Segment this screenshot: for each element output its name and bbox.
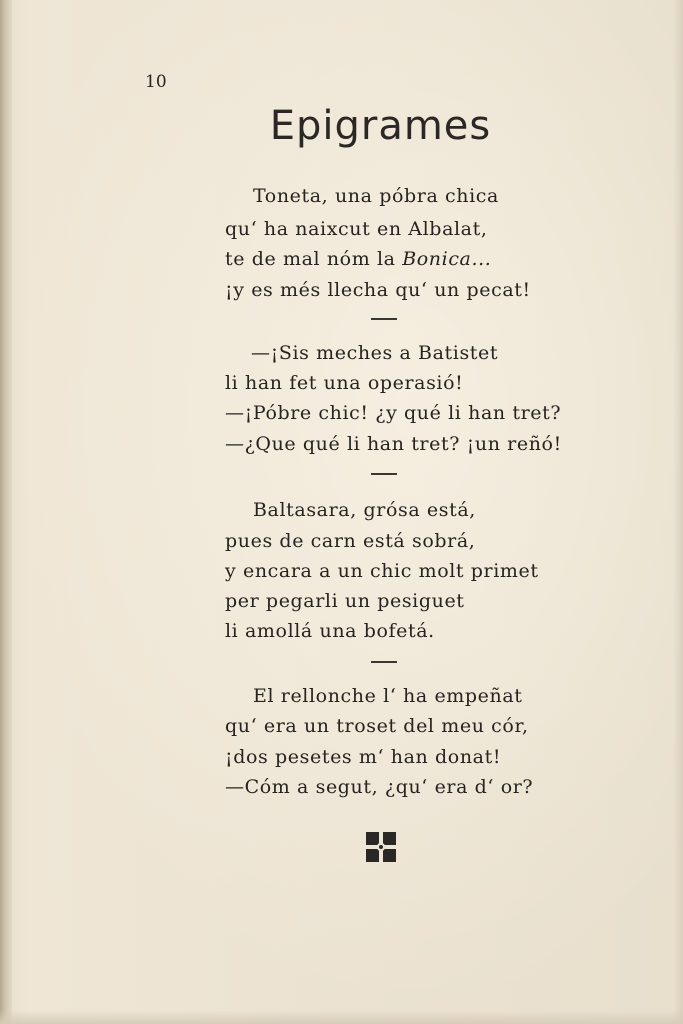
verse-line: li amollá una bofetá. <box>225 620 435 642</box>
verse-line: —¡Sis meches a Batistet <box>251 342 499 364</box>
verse-line: per pegarli un pesiguet <box>225 590 465 612</box>
verse-line <box>225 246 491 272</box>
verse-line: Baltasara, grósa está, <box>253 499 476 521</box>
verse-text: te de mal nóm la <box>225 248 403 270</box>
four-squares-fleuron-icon <box>366 832 396 862</box>
verse-line: qu‘ era un troset del meu cór, <box>225 715 529 737</box>
verse-line: —¡Póbre chic! ¿y qué li han tret? <box>225 402 562 424</box>
verse-italic-word: Bonica... <box>402 248 492 270</box>
verse-line: ¡dos pesetes m‘ han donat! <box>225 746 502 768</box>
verse-line: —¿Que qué li han tret? ¡un reñó! <box>225 433 562 455</box>
stanza-separator <box>371 473 397 475</box>
verse-line: Toneta, una póbra chica <box>253 185 499 207</box>
stanza-separator <box>371 661 397 663</box>
page-edge-bottom <box>0 1010 683 1024</box>
page-title: Epigrames <box>269 103 492 149</box>
verse-line: li han fet una operasió! <box>225 372 464 394</box>
verse-line: El rellonche l‘ ha empeñat <box>253 685 523 707</box>
verse-line: ¡y es més llecha qu‘ un pecat! <box>225 279 531 301</box>
stanza-separator <box>371 318 397 320</box>
verse-line: qu‘ ha naixcut en Albalat, <box>225 218 488 240</box>
verse-line: pues de carn está sobrá, <box>225 530 476 552</box>
page-number: 10 <box>145 72 167 92</box>
verse-line: —Cóm a segut, ¿qu‘ era d‘ or? <box>225 776 534 798</box>
verse-line: y encara a un chic molt primet <box>225 560 539 582</box>
